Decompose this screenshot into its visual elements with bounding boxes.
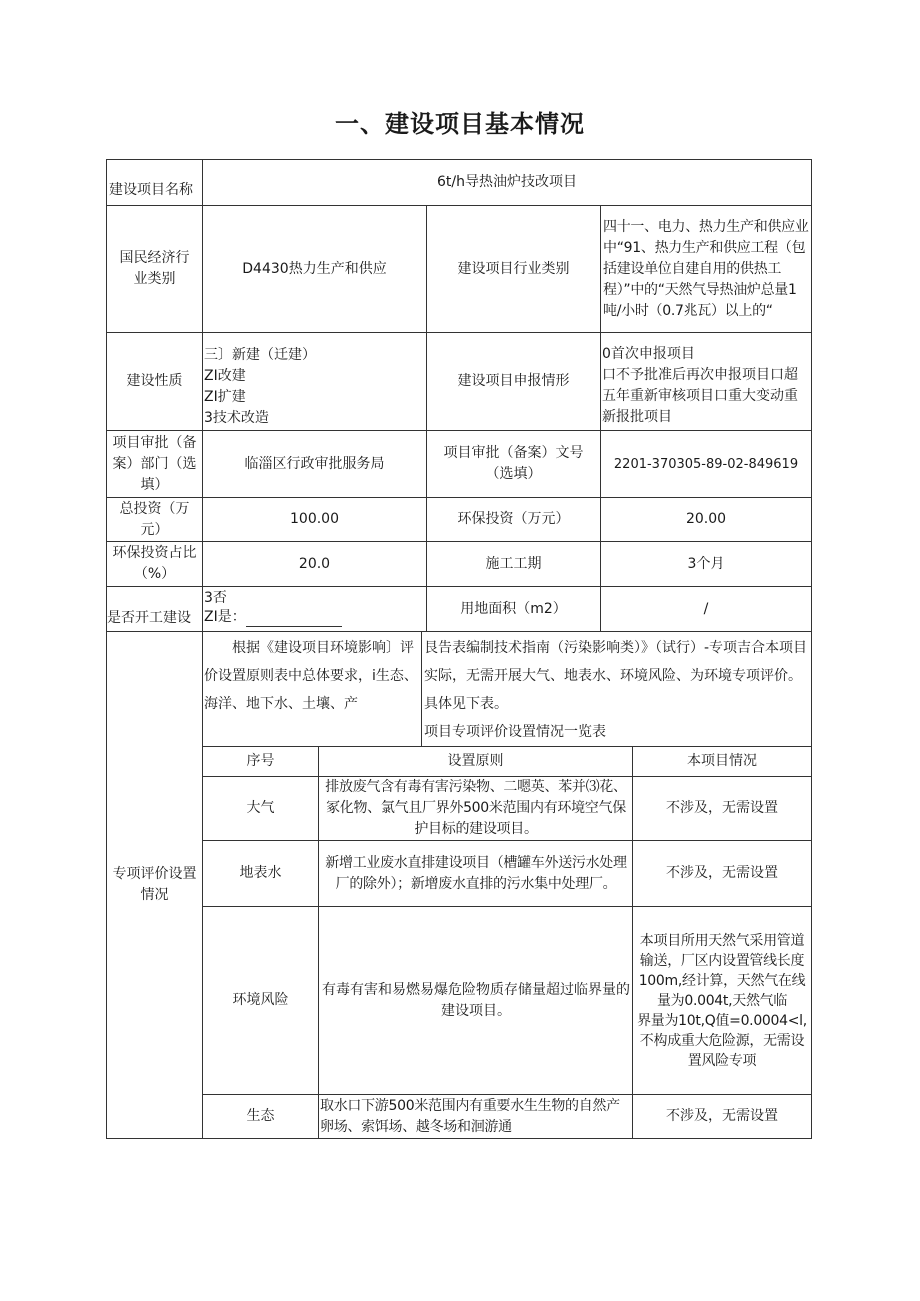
table-row-item: 大气 (246, 800, 275, 816)
subtable-header-status: 本项目情况 (687, 753, 757, 769)
table-row-principle: 新增工业废水直排建设项目（槽罐车外送污水处理厂的除外）；新增废水直排的污水集中处理厂。 (325, 854, 627, 892)
env-invest-value: 20.00 (685, 511, 727, 527)
table-row-item: 生态 (246, 1108, 275, 1124)
nature-option-rebuild[interactable]: ZI改建 (204, 368, 246, 384)
period-label: 施工工期 (485, 555, 542, 572)
nature-label: 建设性质 (126, 373, 183, 389)
started-option-no[interactable]: 3否 (204, 590, 227, 606)
declare-label: 建设项目申报情形 (457, 373, 570, 389)
env-invest-label: 环保投资（万元） (457, 511, 570, 527)
table-row-principle: 取水口下游500米范围内有重要水生生物的自然产卵场、索饵场、越冬场和洄游通 (320, 1097, 620, 1135)
special-text-left: 根据《建设项目环境影响〕评价设置原则表中总体要求，i生态、海洋、地下水、土壤、产 (204, 640, 418, 712)
project-industry-label: 建设项目行业类别 (457, 260, 570, 277)
period-value: 3个月 (687, 555, 725, 572)
table-row-status: 本项目所用天然气采用管道输送，厂区内设置管线长度100m,经计算，天然气在线量为0.004t,天然气临 界量为10t,Q值=0.0004<l,不构成重大危险源，无需设置风险专项 (637, 932, 807, 1069)
table-row-status: 不涉及，无需设置 (666, 865, 778, 881)
subtable-header-item: 序号 (246, 753, 275, 769)
total-invest-label: 总投资（万元） (119, 500, 190, 538)
started-yes-blank[interactable] (246, 612, 342, 627)
industry-value: D4430热力生产和供应 (242, 260, 387, 277)
project-name-value: 6t/h导热油炉技改项目 (437, 174, 577, 190)
table-row-item: 环境风险 (232, 992, 289, 1008)
approval-no-label: 项目审批（备案）文号（选填） (443, 445, 584, 482)
page-title: 一、建设项目基本情况 (335, 110, 585, 138)
table-row-item: 地表水 (239, 865, 282, 881)
land-label: 用地面积（m2） (460, 600, 567, 617)
table-row-status: 不涉及，无需设置 (666, 1108, 778, 1124)
started-options (204, 589, 426, 631)
table-row-principle: 有毒有害和易燃易爆危险物质存储量超过临界量的建设项目。 (322, 981, 630, 1019)
started-option-yes[interactable]: ZI是： (204, 608, 426, 627)
nature-option-tech[interactable]: 3技术改造 (204, 410, 269, 426)
declare-value: 0首次申报项目 口不予批准后再次申报项目口超五年重新审核项目口重大变动重新报批项目 (602, 346, 798, 425)
project-name-label: 建设项目名称 (109, 181, 193, 198)
approval-no-value: 2201-370305-89-02-849619 (613, 456, 799, 472)
land-value: / (703, 600, 709, 617)
approval-dept-value: 临淄区行政审批服务局 (244, 455, 385, 472)
subtable-header-principle: 设置原则 (447, 753, 504, 769)
nature-options (204, 345, 426, 430)
table-row-principle: 排放废气含有毒有害污染物、二嗯英、苯并⑶花、冢化物、氯气且厂界外500米范围内有环境空气保护目标的建设项目。 (325, 779, 627, 837)
nature-option-new[interactable]: 三〕新建（迁建） (204, 347, 316, 363)
industry-label: 国民经济行业类别 (119, 250, 190, 287)
started-label: 是否开工建设 (107, 610, 191, 626)
total-invest-value: 100.00 (290, 511, 339, 527)
env-ratio-label: 环保投资占比（%） (112, 545, 197, 582)
special-text-right: 艮告表编制技术指南（污染影响类）》（试行）-专项吉合本项目实际，无需开展大气、地表水、环境风险、为环境专项评价。具体见下表。 项目专项评价设置情况一览表 (424, 640, 808, 740)
project-industry-value: 四十一、电力、热力生产和供应业中“91、热力生产和供应工程（包括建设单位自建自用的供热工程）”中的“天然气导热油炉总量1吨/小时（0.7兆瓦）以上的“ (603, 218, 809, 319)
env-ratio-value: 20.0 (298, 555, 331, 572)
special-label: 专项评价设置情况 (112, 866, 197, 903)
table-row-status: 不涉及，无需设置 (666, 800, 778, 816)
nature-option-expand[interactable]: ZI扩建 (204, 389, 246, 405)
approval-dept-label: 项目审批（备案）部门（选填） (112, 434, 197, 493)
